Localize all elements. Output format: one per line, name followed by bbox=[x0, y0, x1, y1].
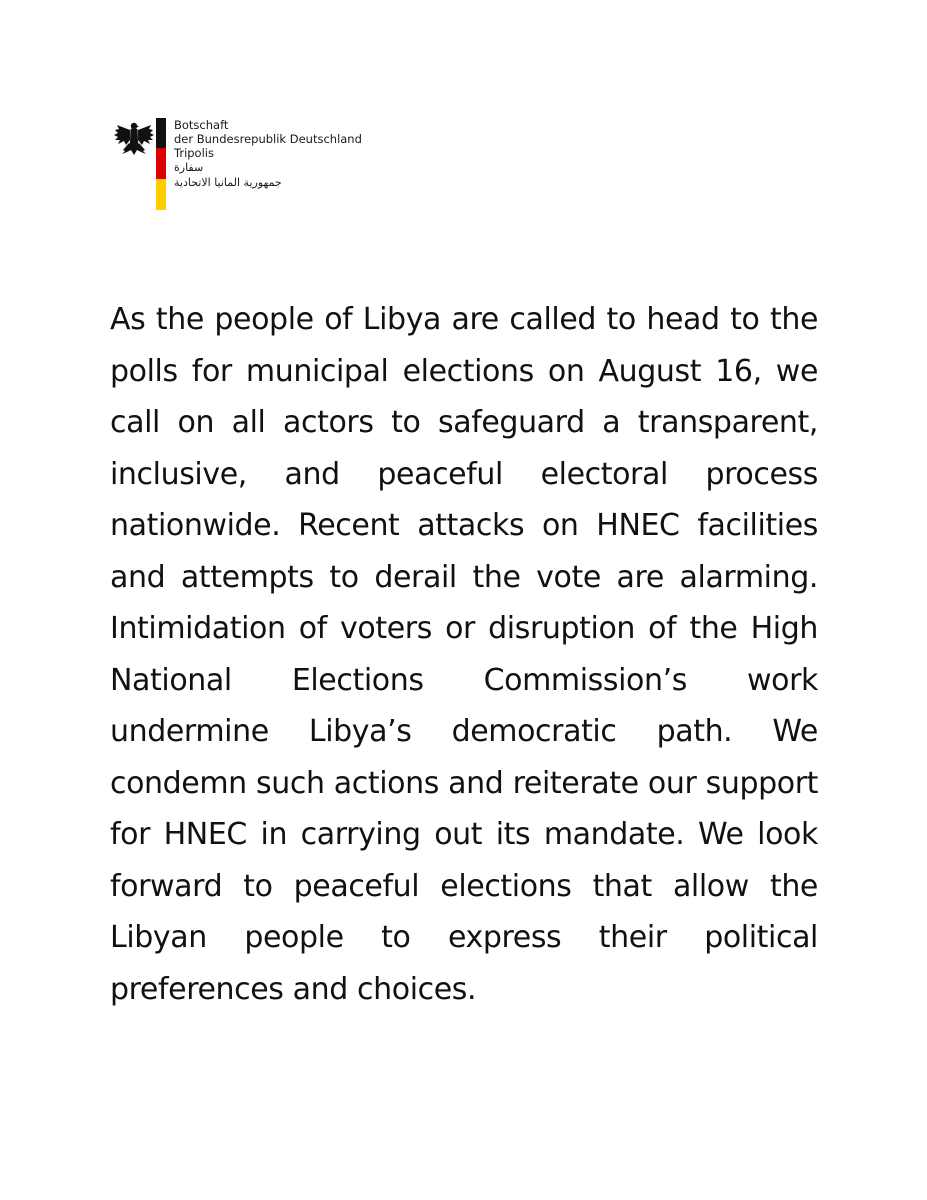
letterhead-arabic-republic: جمهورية المانيا الاتحادية bbox=[174, 176, 282, 189]
letterhead bbox=[114, 118, 414, 213]
flag-stripe-red bbox=[156, 148, 166, 179]
german-flag-bar bbox=[156, 118, 166, 210]
letterhead-line-botschaft: Botschaft bbox=[174, 118, 229, 132]
letterhead-arabic-embassy: سفارة bbox=[174, 161, 204, 174]
letterhead-line-city: Tripolis bbox=[174, 146, 214, 160]
statement-body bbox=[110, 294, 818, 1015]
letterhead-line-bundesrepublik: der Bundesrepublik Deutschland bbox=[174, 132, 362, 146]
letterhead-text bbox=[174, 118, 362, 190]
federal-eagle-icon bbox=[114, 120, 154, 166]
flag-stripe-black bbox=[156, 118, 166, 148]
flag-stripe-gold bbox=[156, 179, 166, 210]
statement-paragraph: As the people of Libya are called to head to the polls for municipal elections on August 16, we call on all actors to safeguard a transparent, inclusive, and peaceful electoral process nationwide. Recent attacks on HNEC facilities and attempts to derail the vote are alarming. Intimidation of voters or disruption of the High National Elections Commission’s work undermine Libya’s democratic path. We condemn such actions and reiterate our support for HNEC in carrying out its mandate. We look forward to peaceful elections that allow the Libyan people to express their political preferences and choices. bbox=[110, 302, 818, 1007]
